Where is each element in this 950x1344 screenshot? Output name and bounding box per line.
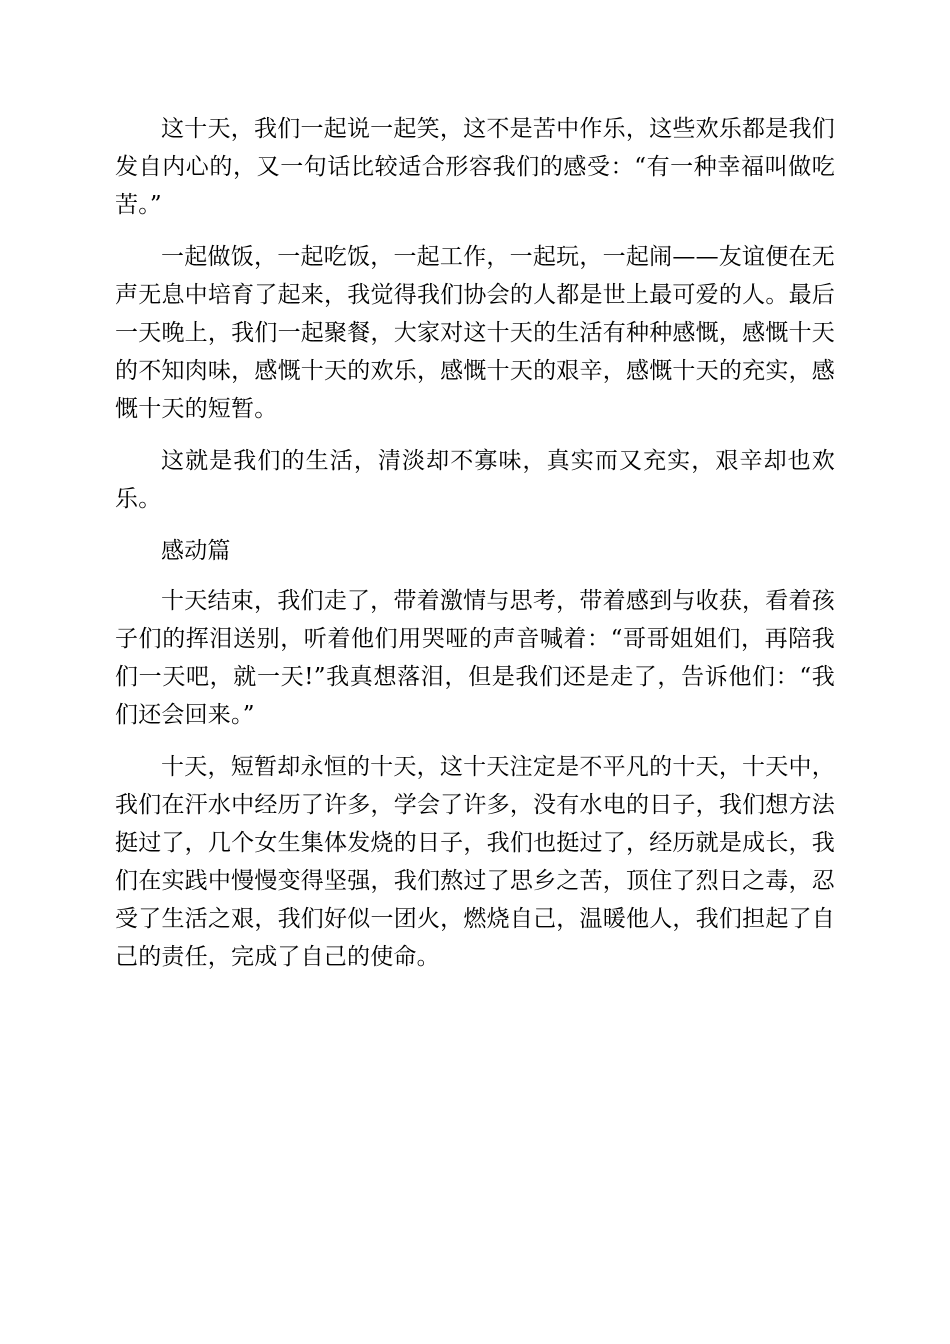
paragraph-5: 十天，短暂却永恒的十天，这十天注定是不平凡的十天，十天中，我们在汗水中经历了许多，学会了许多，没有水电的日子，我们想方法挺过了，几个女生集体发烧的日子，我们也挺过了，经历就是成长，我们在实践中慢慢变得坚强，我们熬过了思乡之苦，顶住了烈日之毒，忍受了生活之艰，我们好似一团火，燃烧自己，温暖他人，我们担起了自己的责任，完成了自己的使命。 bbox=[115, 754, 835, 970]
document-body bbox=[115, 110, 835, 990]
paragraph-2: 一起做饭，一起吃饭，一起工作，一起玩，一起闹——友谊便在无声无息中培育了起来，我觉得我们协会的人都是世上最可爱的人。最后一天晚上，我们一起聚餐，大家对这十天的生活有种种感慨，感慨十天的不知肉味，感慨十天的欢乐，感慨十天的艰辛，感慨十天的充实，感慨十天的短暂。 bbox=[115, 244, 835, 422]
section-heading: 感动篇 bbox=[161, 538, 231, 564]
paragraph-3: 这就是我们的生活，清淡却不寡味，真实而又充实，艰辛却也欢乐。 bbox=[115, 448, 835, 512]
paragraph-4: 十天结束，我们走了，带着激情与思考，带着感到与收获，看着孩子们的挥泪送别，听着他们用哭哑的声音喊着：“哥哥姐姐们，再陪我们一天吧，就一天!”我真想落泪，但是我们还是走了，告诉他们：“我们还会回来。” bbox=[115, 588, 835, 728]
paragraph-1: 这十天，我们一起说一起笑，这不是苦中作乐，这些欢乐都是我们发自内心的，又一句话比较适合形容我们的感受：“有一种幸福叫做吃苦。” bbox=[115, 116, 835, 218]
